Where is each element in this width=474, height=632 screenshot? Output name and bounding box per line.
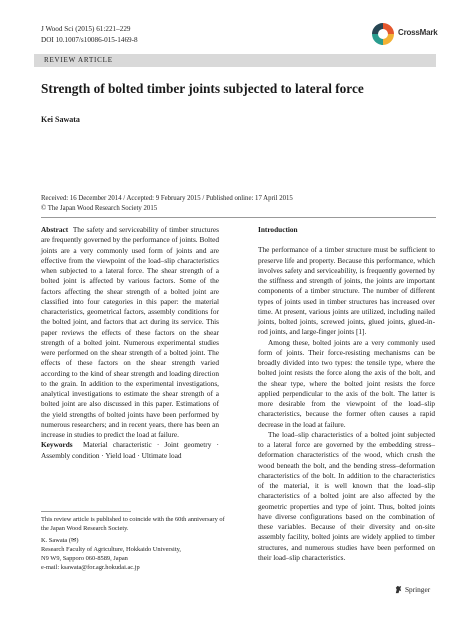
introduction-heading: Introduction bbox=[258, 225, 298, 234]
abstract-text: The safety and serviceability of timber structures are frequently governed by the performance of joints. Bolted joints are a very commonly used form of joints and are effective from the viewpoint of the load–slip characteristics when subjected to a lateral force. The shear strength of a bolted joint is affected by various factors. Some of the factors affecting the shear strength of a bolted joint are classified into four categories in this paper: the material characteristics, geometrical factors, assembly conditions for the bolted joint, and factors that act during its service. This paper reviews the effects of these factors on the shear strength of a bolted joint. Numerous experimental studies were performed on the shear strength of a bolted joint. The effects of these factors on the shear strength varied according to the kind of shear strength and loading direction to the grain. In addition to the experimental investigations, analytical investigations to estimate the shear strength of a bolted joint are also discussed in this paper. Estimations of the yield strengths of bolted joints have been performed by numerous researchers; and in recent years, there has been an increase in studies to predict the load at failure. bbox=[41, 225, 219, 439]
affiliation-line-2: N9 W9, Sapporo 060-8589, Japan bbox=[41, 554, 128, 562]
crossmark-label: CrossMark bbox=[398, 28, 438, 37]
intro-paragraph-1: The performance of a timber structure must be sufficient to preserve life and property. Because this performance, which involves safety and serviceability, is frequently governed by the stiffness and strength of joints, the joints are important components of a timber structure. The number of different types of joints used in timber structures has increased over time. At present, various joints are utilized, including nailed joints, bolted joints, screwed joints, glued joints, glued-in-rod joints, and large-finger joints [1]. bbox=[258, 245, 435, 337]
article-type: REVIEW ARTICLE bbox=[44, 55, 113, 64]
section-divider bbox=[41, 217, 436, 218]
abstract bbox=[41, 225, 219, 440]
crossmark-badge[interactable] bbox=[372, 22, 438, 48]
keywords-text: Material characteristic · Joint geometry · Assembly condition · Yield load · Ultimate load bbox=[41, 440, 219, 460]
footnote bbox=[41, 516, 226, 572]
affiliation-line-1: Research Faculty of Agriculture, Hokkaido University, bbox=[41, 546, 181, 554]
keywords bbox=[41, 440, 219, 461]
contact-name: K. Sawata (✉) bbox=[41, 537, 79, 545]
paper-title: Strength of bolted timber joints subjected to lateral force bbox=[41, 81, 364, 96]
anniversary-note: This review article is published to coincide with the 60th anniversary of the Japan Wood Research Society. bbox=[41, 516, 225, 532]
intro-paragraph-3: The load–slip characteristics of a bolted joint subjected to a lateral force are governed by the embedding stress–deformation characteristics of the wood, which crush the wood beneath the bolt, and the bending stress–deformation characteristics of the bolt. In addition to the characteristics of the material, it is well known that the load–slip characteristics of a bolted joint are also affected by the geometric properties and type of joint. Thus, bolted joints have diverse configurations based on the combination of these variables. Because of their diversity and on-site assembly facility, bolted joints are widely applied to timber structures, and numerous studies have been performed on their load–slip characteristics. bbox=[258, 429, 435, 562]
publisher-name: Springer bbox=[405, 585, 431, 594]
publication-dates bbox=[41, 194, 293, 214]
footnote-divider bbox=[41, 511, 131, 512]
author-name: Kei Sawata bbox=[41, 115, 80, 124]
journal-citation bbox=[41, 24, 138, 45]
right-column bbox=[258, 225, 435, 563]
crossmark-icon bbox=[372, 23, 394, 45]
abstract-heading: Abstract bbox=[41, 225, 69, 234]
keywords-heading: Keywords bbox=[41, 440, 73, 450]
publisher-logo bbox=[394, 585, 430, 594]
contact-email[interactable]: e-mail: ksawata@for.agr.hokudai.ac.jp bbox=[41, 563, 140, 571]
date-history: Received: 16 December 2014 / Accepted: 9 February 2015 / Published online: 17 April 2015 bbox=[41, 195, 293, 202]
doi-line[interactable]: DOI 10.1007/s10086-015-1469-8 bbox=[41, 35, 138, 44]
copyright-line: © The Japan Wood Research Society 2015 bbox=[41, 205, 158, 213]
intro-paragraph-2: Among these, bolted joints are a very commonly used form of joints. Their force-resisting mechanisms can be broadly divided into two types: the tensile type, where the bolted joint resists the force along the axis of the bolt, and the shear type, where the bolted joint resists the force applied perpendicular to the axis of the bolt. The latter is more desirable from the viewpoint of the load–slip characteristics, because the former often causes a rapid decrease in the load at failure. bbox=[258, 337, 435, 429]
left-column bbox=[41, 225, 219, 461]
journal-line: J Wood Sci (2015) 61:221–229 bbox=[41, 25, 131, 33]
springer-horse-icon bbox=[394, 585, 403, 594]
